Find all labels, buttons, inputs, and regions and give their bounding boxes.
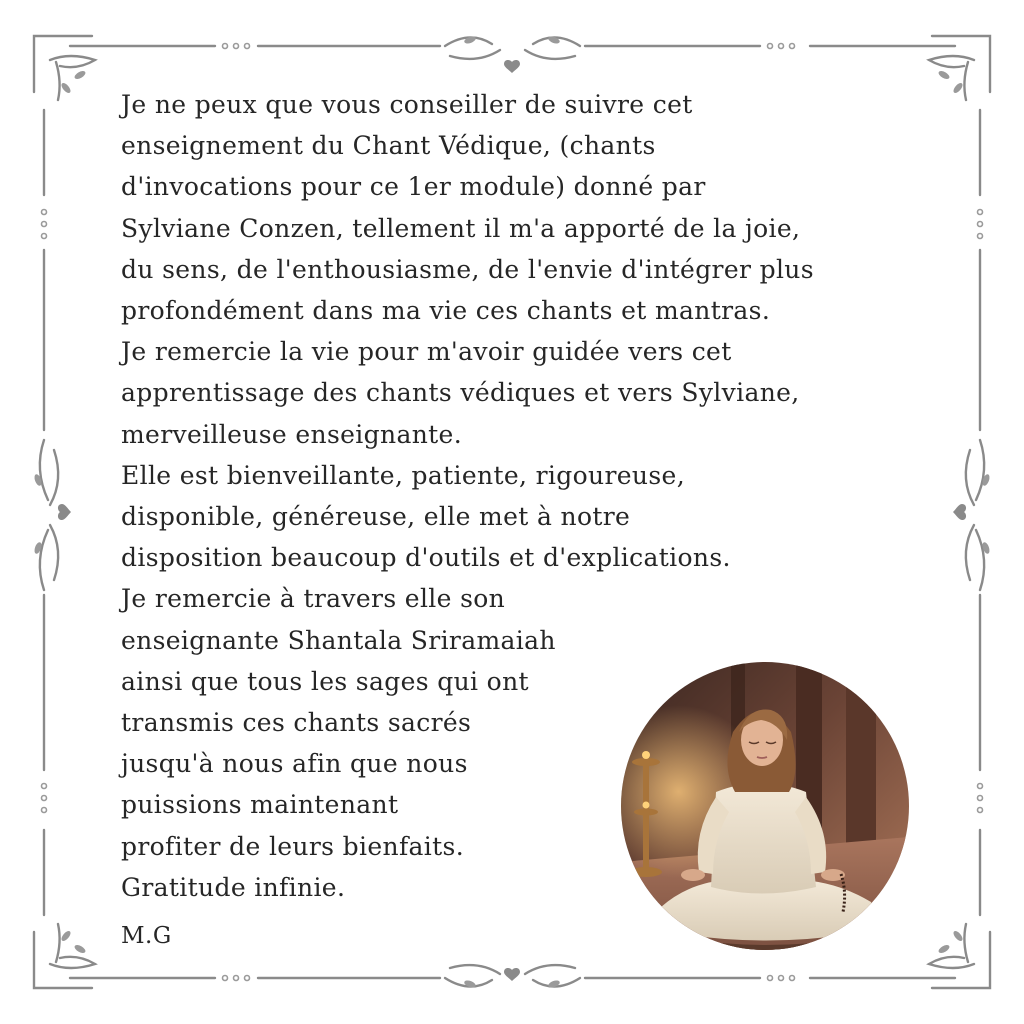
testimonial-line: ainsi que tous les sages qui ont bbox=[121, 666, 529, 696]
testimonial-line: merveilleuse enseignante. bbox=[121, 419, 462, 449]
testimonial-line: profiter de leurs bienfaits. bbox=[121, 831, 465, 861]
testimonial-line: disponible, généreuse, elle met à notre bbox=[121, 502, 631, 532]
testimonial-line: enseignement du Chant Védique, (chants bbox=[121, 131, 656, 161]
testimonial-line: Gratitude infinie. bbox=[121, 872, 346, 902]
testimonial-line: puissions maintenant bbox=[121, 790, 399, 820]
testimonial-line: du sens, de l'enthousiasme, de l'envie d'intégrer plus bbox=[121, 254, 814, 284]
meditation-photo bbox=[621, 662, 909, 950]
testimonial-line: Elle est bienveillante, patiente, rigoureuse, bbox=[121, 460, 685, 490]
woman-meditating-lotus-pose-icon bbox=[621, 662, 909, 950]
testimonial-line: apprentissage des chants védiques et vers Sylviane, bbox=[121, 378, 800, 408]
testimonial-line: profondément dans ma vie ces chants et mantras. bbox=[121, 296, 771, 326]
testimonial-line: enseignante Shantala Sriramaiah bbox=[121, 625, 556, 655]
testimonial-line: Je remercie à travers elle son bbox=[121, 584, 506, 614]
testimonial-line: jusqu'à nous afin que nous bbox=[121, 749, 468, 779]
testimonial-line: Sylviane Conzen, tellement il m'a apporté de la joie, bbox=[121, 213, 801, 243]
testimonial-line: Je ne peux que vous conseiller de suivre cet bbox=[121, 90, 693, 119]
signature: M.G bbox=[121, 923, 172, 949]
testimonial-line: transmis ces chants sacrés bbox=[121, 708, 472, 738]
testimonial-line: Je remercie la vie pour m'avoir guidée vers cet bbox=[121, 337, 732, 367]
testimonial-line: disposition beaucoup d'outils et d'explications. bbox=[121, 543, 731, 573]
testimonial-line: d'invocations pour ce 1er module) donné par bbox=[121, 172, 706, 202]
